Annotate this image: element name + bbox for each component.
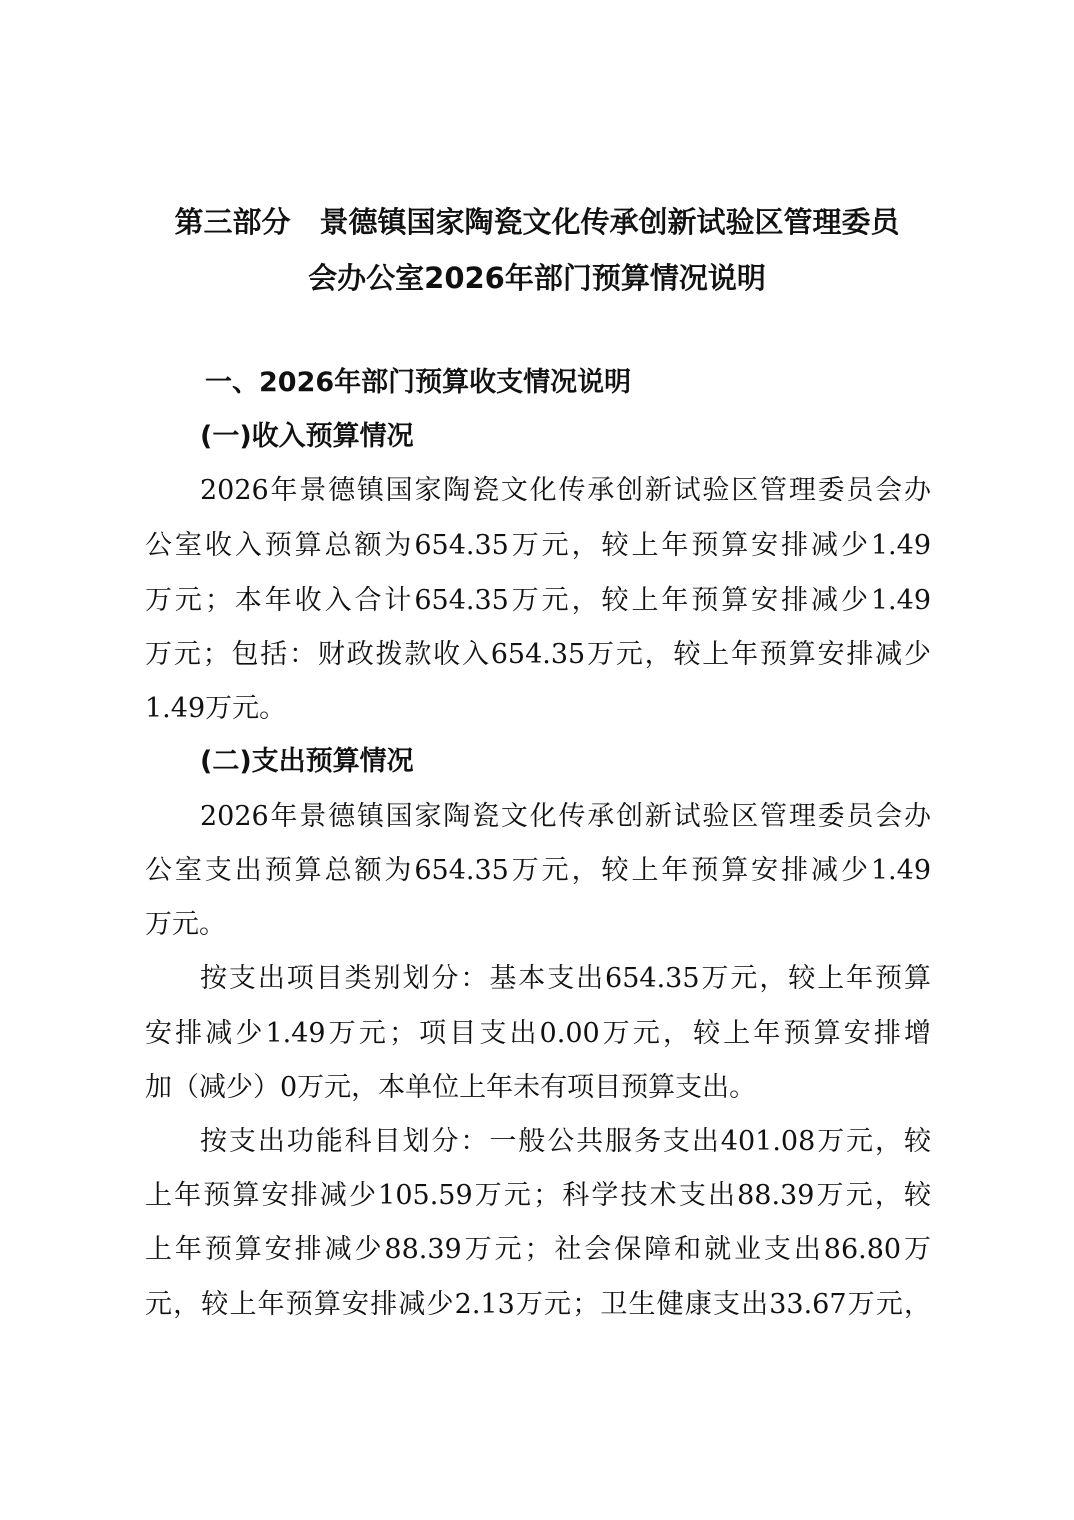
text-line: 公室收入预算总额为654.35万元，较上年预算安排减少1.49 — [145, 530, 931, 561]
title-line: 会办公室2026年部门预算情况说明 — [308, 261, 766, 295]
subsection-heading-income: (一)收入预算情况 — [200, 421, 414, 452]
text-line: 万元；本年收入合计654.35万元，较上年预算安排减少1.49 — [145, 585, 931, 616]
text-line: 1.49万元。 — [145, 693, 287, 724]
text-line: 按支出项目类别划分：基本支出654.35万元，较上年预算 — [200, 963, 931, 994]
text-line: 上年预算安排减少88.39万元；社会保障和就业支出86.80万 — [145, 1234, 931, 1265]
section-heading: 一、2026年部门预算收支情况说明 — [205, 367, 632, 398]
text-line: 万元。 — [145, 909, 226, 940]
text-line: 按支出功能科目划分：一般公共服务支出401.08万元，较 — [200, 1126, 931, 1157]
text-line: 元，较上年预算安排减少2.13万元；卫生健康支出33.67万元， — [145, 1289, 931, 1320]
text-line: 安排减少1.49万元；项目支出0.00万元，较上年预算安排增 — [145, 1018, 931, 1049]
text-line: 万元；包括：财政拨款收入654.35万元，较上年预算安排减少 — [145, 639, 931, 670]
title-line: 第三部分 景德镇国家陶瓷文化传承创新试验区管理委员 — [174, 205, 900, 239]
subsection-heading-expense: (二)支出预算情况 — [200, 746, 414, 777]
text-line: 2026年景德镇国家陶瓷文化传承创新试验区管理委员会办 — [200, 475, 931, 506]
text-line: 加（减少）0万元，本单位上年未有项目预算支出。 — [145, 1072, 757, 1103]
text-line: 公室支出预算总额为654.35万元，较上年预算安排减少1.49 — [145, 855, 931, 886]
text-line: 上年预算安排减少105.59万元；科学技术支出88.39万元，较 — [145, 1180, 931, 1211]
text-line: 2026年景德镇国家陶瓷文化传承创新试验区管理委员会办 — [200, 801, 931, 832]
